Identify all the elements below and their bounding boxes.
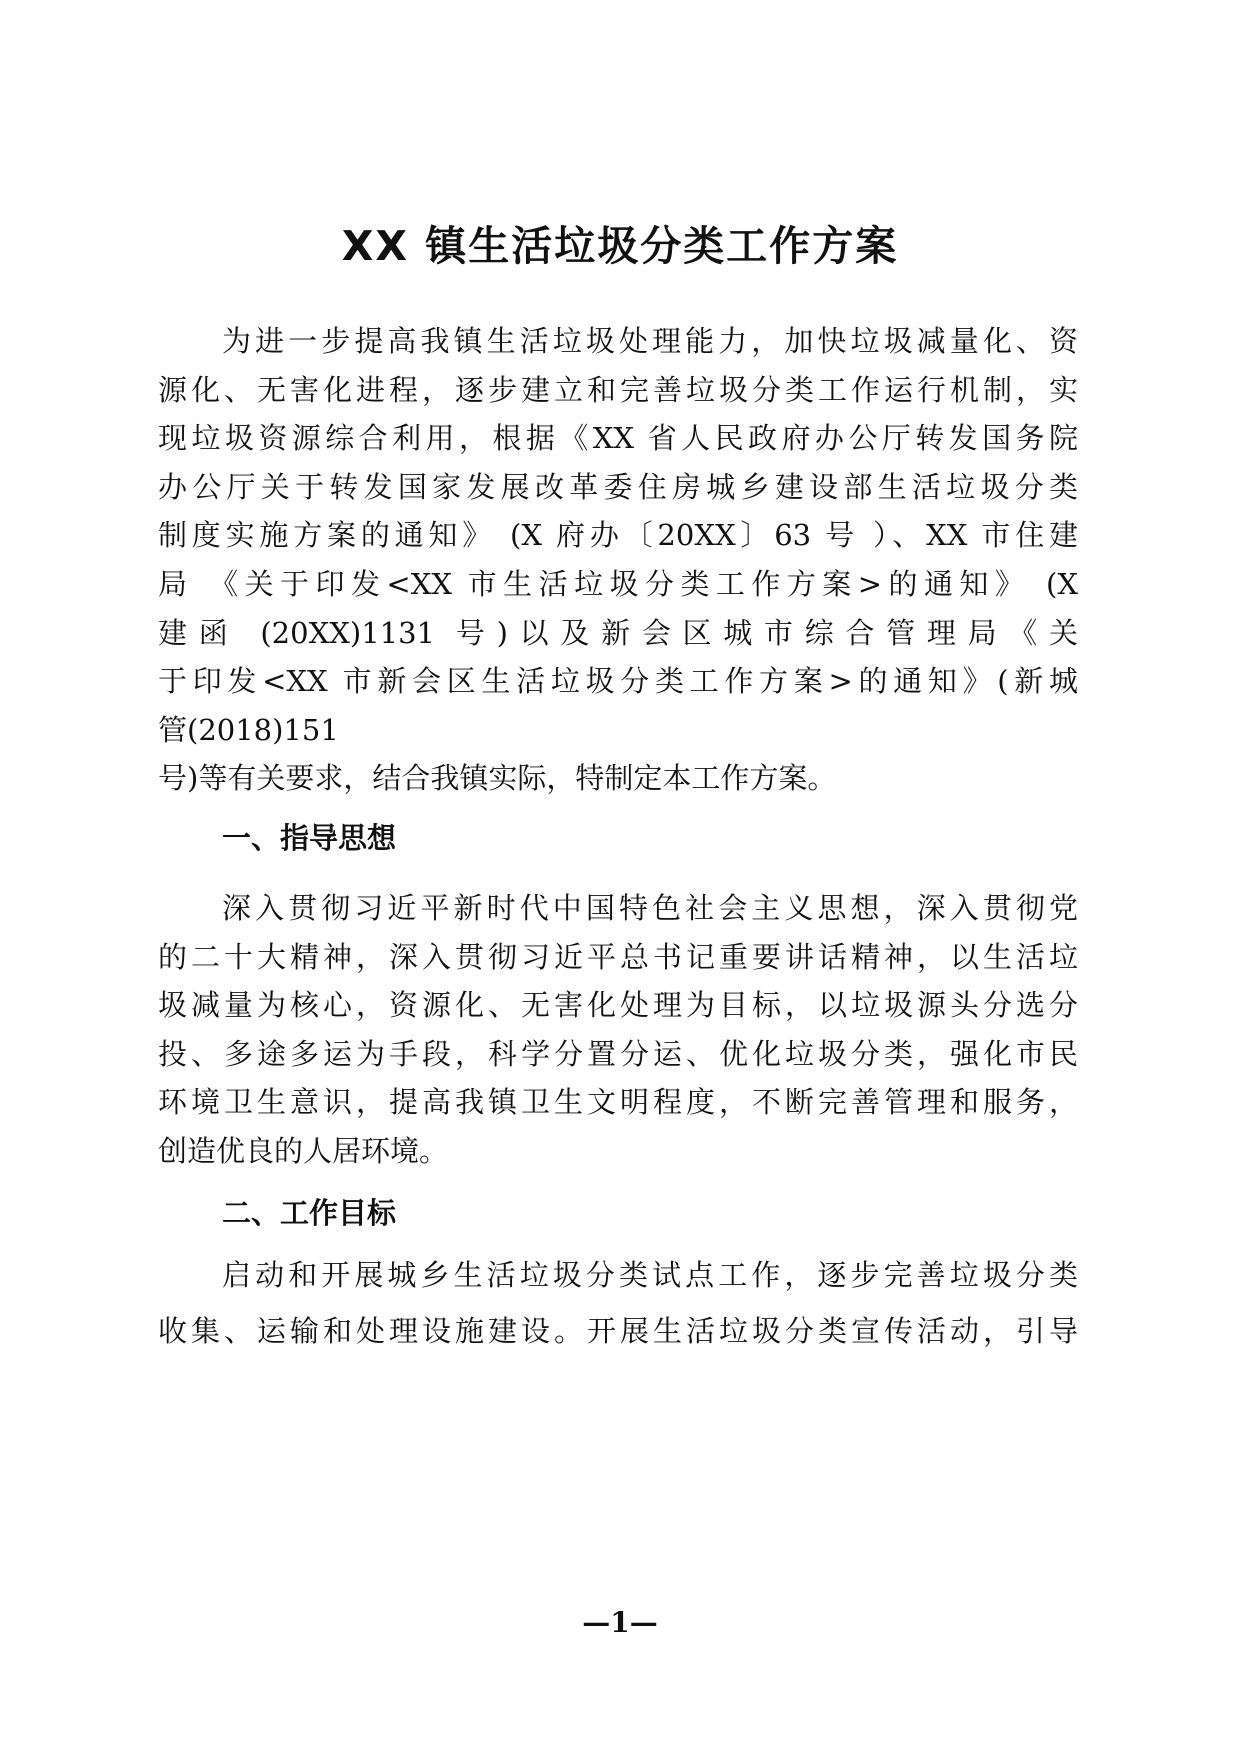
intro-line-10: 号)等有关要求，结合我镇实际，特制定本工作方案。 [158,761,837,795]
section1-line-3: 圾减量为核心，资源化、无害化处理为目标，以垃圾源头分选分 [158,988,1078,1022]
intro-line-7: 建函 (20XX)1131 号)以及新会区城市综合管理局《关 [158,616,1078,650]
document-title: XX 镇生活垃圾分类工作方案 [341,222,899,270]
section2-line-2: 收集、运输和处理设施建设。开展生活垃圾分类宣传活动，引导 [158,1314,1078,1348]
intro-line-2: 源化、无害化进程，逐步建立和完善垃圾分类工作运行机制，实 [158,373,1078,407]
intro-line-9: 管(2018)151 [158,713,339,747]
section-heading-guiding-ideology: 一、指导思想 [222,821,397,855]
section1-line-1: 深入贯彻习近平新时代中国特色社会主义思想，深入贯彻党 [222,891,1078,925]
intro-line-8: 于印发<XX 市新会区生活垃圾分类工作方案>的通知》(新城 [158,664,1078,698]
section2-line-1: 启动和开展城乡生活垃圾分类试点工作，逐步完善垃圾分类 [222,1258,1078,1292]
section1-line-4: 投、多途多运为手段，科学分置分运、优化垃圾分类，强化市民 [158,1037,1078,1071]
intro-line-5: 制度实施方案的通知》 (X 府办〔20XX〕63 号 ）、XX 市住建 [158,518,1078,552]
intro-line-6: 局 《关于印发<XX 市生活垃圾分类工作方案>的通知》 (X [158,567,1078,601]
intro-line-4: 办公厅关于转发国家发展改革委住房城乡建设部生活垃圾分类 [158,470,1078,504]
intro-line-3: 现垃圾资源综合利用，根据《XX 省人民政府办公厅转发国务院 [158,421,1078,455]
section-heading-work-goals: 二、工作目标 [222,1196,397,1230]
section1-line-5: 环境卫生意识，提高我镇卫生文明程度，不断完善管理和服务， [158,1085,1078,1119]
intro-line-1: 为进一步提高我镇生活垃圾处理能力，加快垃圾减量化、资 [222,324,1078,358]
section1-line-2: 的二十大精神，深入贯彻习近平总书记重要讲话精神，以生活垃 [158,940,1078,974]
section1-line-6: 创造优良的人居环境。 [158,1134,449,1168]
page-number: —1— [582,1606,658,1639]
